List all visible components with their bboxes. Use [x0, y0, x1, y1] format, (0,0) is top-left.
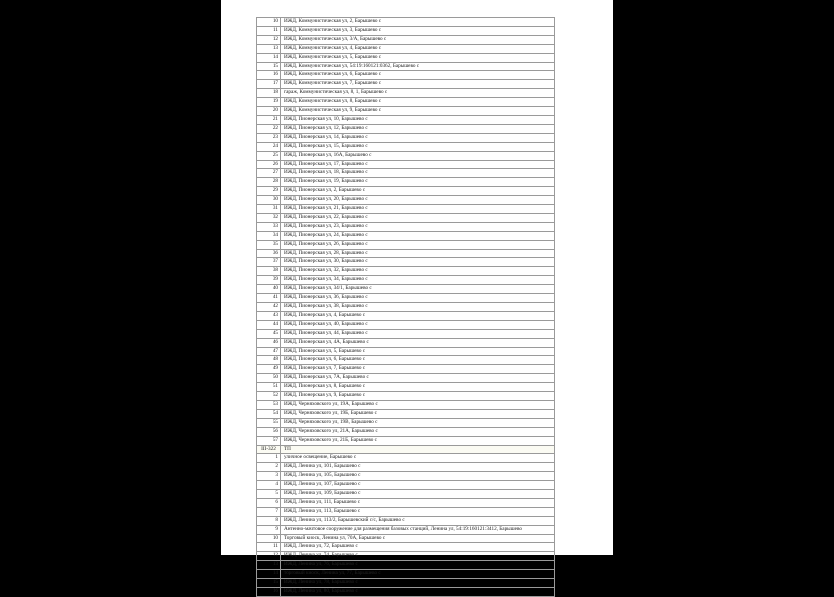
row-description: ИЖД, Пионерская ул, 10, Барышево с — [281, 115, 555, 124]
table-row — [257, 169, 555, 178]
row-description: ИЖД, Пионерская ул, 26, Барышево с — [281, 240, 555, 249]
row-description: ИЖД, Пионерская ул, 20, Барышево с — [281, 196, 555, 205]
table-row — [257, 490, 555, 499]
table-row — [257, 427, 555, 436]
row-number: 23 — [257, 133, 281, 142]
row-number: 9 — [257, 525, 281, 534]
table-row — [257, 303, 555, 312]
table-row — [257, 294, 555, 303]
table-row — [257, 320, 555, 329]
row-description: ИЖД, Пионерская ул, 12, Барышево с — [281, 124, 555, 133]
table-row — [257, 98, 555, 107]
table-row — [257, 481, 555, 490]
document-page — [221, 0, 613, 594]
row-description: ИЖД, Пионерская ул, 38, Барышево с — [281, 303, 555, 312]
row-description: ИЖД, Пионерская ул, 8, Барышево с — [281, 383, 555, 392]
row-description: ИЖД, Пионерская ул, 7, Барышево с — [281, 365, 555, 374]
table-section-row — [257, 445, 555, 454]
row-number: 38 — [257, 267, 281, 276]
table-row — [257, 205, 555, 214]
row-description: ИЖД, Ленина ул, 72, Барышево с — [281, 543, 555, 552]
row-number: 19 — [257, 98, 281, 107]
row-number: 5 — [257, 490, 281, 499]
row-description: ИЖД, Пионерская ул, 18, Барышево с — [281, 169, 555, 178]
row-number: 54 — [257, 409, 281, 418]
table-row — [257, 329, 555, 338]
row-number: 22 — [257, 124, 281, 133]
row-description: ИЖД, Пионерская ул, 15, Барышево с — [281, 142, 555, 151]
row-description: ИЖД, Пионерская ул, 16А, Барышево с — [281, 151, 555, 160]
row-number: 39 — [257, 276, 281, 285]
row-description: ТП — [281, 445, 555, 454]
table-row — [257, 311, 555, 320]
row-number: 8 — [257, 516, 281, 525]
row-number: 14 — [257, 53, 281, 62]
table-row — [257, 222, 555, 231]
table-row — [257, 498, 555, 507]
row-description: ИЖД, Ленина ул, 105, Барышево с — [281, 472, 555, 481]
row-description: ИЖД, Пионерская ул, 44, Барышево с — [281, 329, 555, 338]
row-description: ИЖД, Ленина ул, 78, Барышево с — [281, 579, 555, 588]
row-description: ИЖД, Ленина ул, 107, Барышево с — [281, 481, 555, 490]
row-number: 16 — [257, 588, 281, 597]
row-description: ИЖД, Пионерская ул, 36, Барышево с — [281, 294, 555, 303]
row-number: 1 — [257, 454, 281, 463]
row-description: ИЖД, Пионерская ул, 14, Барышево с — [281, 133, 555, 142]
table-row — [257, 579, 555, 588]
table-row — [257, 463, 555, 472]
table-row — [257, 151, 555, 160]
row-number: 16 — [257, 71, 281, 80]
table-row — [257, 18, 555, 27]
row-description: ИЖД, Пионерская ул, 4, Барышево с — [281, 311, 555, 320]
row-description: ИЖД, Ленина ул, 113, Барышево с — [281, 507, 555, 516]
row-description: ИЖД, Пионерская ул, 7А, Барышево с — [281, 374, 555, 383]
table-row — [257, 71, 555, 80]
table-row — [257, 89, 555, 98]
table-row — [257, 276, 555, 285]
table-row — [257, 418, 555, 427]
row-number: 46 — [257, 338, 281, 347]
row-number: 34 — [257, 231, 281, 240]
row-description: ИЖД, Коммунистическая ул, 54:19:160121:0362, Барышево с — [281, 62, 555, 71]
row-number: 29 — [257, 187, 281, 196]
row-description: ИЖД, Пионерская ул, 23, Барышево с — [281, 222, 555, 231]
row-number: 43 — [257, 311, 281, 320]
table-row — [257, 543, 555, 552]
table-row — [257, 525, 555, 534]
table-row — [257, 436, 555, 445]
row-description: ИЖД, Пионерская ул, 28, Барышево с — [281, 249, 555, 258]
row-description: торговый киоск, Ленина ул, 77, Барышево с — [281, 570, 555, 579]
row-description: ИЖД, Коммунистическая ул, 5, Барышево с — [281, 53, 555, 62]
table-row — [257, 552, 555, 561]
row-description: ИЖД, Пионерская ул, 30, Барышево с — [281, 258, 555, 267]
row-description: ИЖД, Черняховского ул, 19Б, Барышево с — [281, 409, 555, 418]
row-number: 42 — [257, 303, 281, 312]
row-description: ИЖД, Ленина ул, 101, Барышево с — [281, 463, 555, 472]
row-number: 40 — [257, 285, 281, 294]
table-row — [257, 249, 555, 258]
row-number: 57 — [257, 436, 281, 445]
table-row — [257, 258, 555, 267]
row-number: 31 — [257, 205, 281, 214]
address-table — [256, 17, 555, 597]
row-description: ИЖД, Коммунистическая ул, 9, Барышево с — [281, 107, 555, 116]
table-row — [257, 374, 555, 383]
table-row — [257, 178, 555, 187]
row-number: 7 — [257, 507, 281, 516]
row-number: 17 — [257, 80, 281, 89]
row-number: 14 — [257, 570, 281, 579]
table-row — [257, 534, 555, 543]
table-row — [257, 240, 555, 249]
row-description: ИЖД, Пионерская ул, 40, Барышево с — [281, 320, 555, 329]
row-number: 13 — [257, 44, 281, 53]
row-number: 41 — [257, 294, 281, 303]
row-description: ИЖД, Пионерская ул, 21, Барышево с — [281, 205, 555, 214]
row-description: ИЖД, Ленина ул, 80, Барышево с — [281, 588, 555, 597]
table-row — [257, 285, 555, 294]
row-number: 36 — [257, 249, 281, 258]
table-row — [257, 365, 555, 374]
table-row — [257, 400, 555, 409]
row-number: 21 — [257, 115, 281, 124]
row-description: ИЖД, Ленина ул, 113/2, Барышевский с/с, Барышево с — [281, 516, 555, 525]
row-number: 48 — [257, 356, 281, 365]
row-description: ИЖД, Коммунистическая ул, 8, Барышево с — [281, 98, 555, 107]
table-row — [257, 107, 555, 116]
row-number: 45 — [257, 329, 281, 338]
row-description: ИЖД, Коммунистическая ул, 3, Барышево с — [281, 26, 555, 35]
row-description: ИЖД, Черняховского ул, 19В, Барышево с — [281, 418, 555, 427]
table-row — [257, 392, 555, 401]
row-description: гараж, Коммунистическая ул, 8, 1, Барышево с — [281, 89, 555, 98]
row-number: 33 — [257, 222, 281, 231]
table-row — [257, 133, 555, 142]
table-row — [257, 267, 555, 276]
row-description: ИЖД, Ленина ул, 109, Барышево с — [281, 490, 555, 499]
table-row — [257, 115, 555, 124]
row-number: 50 — [257, 374, 281, 383]
row-description: ИЖД, Коммунистическая ул, 7, Барышево с — [281, 80, 555, 89]
table-row — [257, 516, 555, 525]
row-description: ИЖД, Пионерская ул, 5, Барышево с — [281, 347, 555, 356]
row-number: 12 — [257, 552, 281, 561]
row-number: 56 — [257, 427, 281, 436]
row-description: ИЖД, Пионерская ул, 19, Барышево с — [281, 178, 555, 187]
row-description: ИЖД, Черняховского ул, 19А, Барышево с — [281, 400, 555, 409]
table-row — [257, 347, 555, 356]
row-description: ИЖД, Коммунистическая ул, 2, Барышево с — [281, 18, 555, 27]
row-description: уличное освещение, Барышево с — [281, 454, 555, 463]
row-description: ИЖД, Пионерская ул, 17, Барышево с — [281, 160, 555, 169]
row-number: 2 — [257, 463, 281, 472]
row-description: Антенно-мачтовое сооружение для размещения базовых станций, Ленина ул, 54:19:160121:3412, Барышево — [281, 525, 555, 534]
row-description: Торговый киоск, Ленина ул, 70А, Барышево с — [281, 534, 555, 543]
row-description: ИЖД, Черняховского ул, 21Б, Барышево с — [281, 436, 555, 445]
table-row — [257, 44, 555, 53]
row-number: 35 — [257, 240, 281, 249]
row-number: 44 — [257, 320, 281, 329]
table-row — [257, 124, 555, 133]
row-description: ИЖД, Ленина ул, 111, Барышево с — [281, 498, 555, 507]
row-description: ИЖД, Пионерская ул, 32, Барышево с — [281, 267, 555, 276]
table-row — [257, 53, 555, 62]
address-table-body — [257, 18, 555, 597]
table-row — [257, 160, 555, 169]
row-number: 10 — [257, 18, 281, 27]
row-description: ИЖД, Коммунистическая ул, 4, Барышево с — [281, 44, 555, 53]
row-description: ИЖД, Пионерская ул, 2, Барышево с — [281, 187, 555, 196]
row-number: 15 — [257, 62, 281, 71]
table-row — [257, 35, 555, 44]
row-number: 26 — [257, 160, 281, 169]
row-description: ИЖД, Пионерская ул, 34/1, Барышево с — [281, 285, 555, 294]
row-number: 11 — [257, 26, 281, 35]
row-number: 4 — [257, 481, 281, 490]
row-number: III-322 — [257, 445, 281, 454]
row-number: 6 — [257, 498, 281, 507]
row-number: 32 — [257, 213, 281, 222]
table-row — [257, 570, 555, 579]
row-number: 53 — [257, 400, 281, 409]
row-number: 11 — [257, 543, 281, 552]
table-row — [257, 507, 555, 516]
table-row — [257, 454, 555, 463]
table-row — [257, 409, 555, 418]
row-number: 30 — [257, 196, 281, 205]
row-description: ИЖД, Пионерская ул, 22, Барышево с — [281, 213, 555, 222]
row-number: 52 — [257, 392, 281, 401]
row-number: 47 — [257, 347, 281, 356]
table-row — [257, 80, 555, 89]
row-number: 3 — [257, 472, 281, 481]
row-description: ИЖД, Коммунистическая ул, 6, Барышево с — [281, 71, 555, 80]
row-number: 13 — [257, 561, 281, 570]
row-number: 28 — [257, 178, 281, 187]
row-number: 24 — [257, 142, 281, 151]
table-row — [257, 142, 555, 151]
row-number: 10 — [257, 534, 281, 543]
table-row — [257, 213, 555, 222]
table-row — [257, 187, 555, 196]
row-number: 27 — [257, 169, 281, 178]
row-number: 18 — [257, 89, 281, 98]
row-description: ИЖД, Пионерская ул, 4А, Барышево с — [281, 338, 555, 347]
row-number: 37 — [257, 258, 281, 267]
row-description: ИЖД, Черняховского ул, 21А, Барышево с — [281, 427, 555, 436]
row-description: ИЖД, Пионерская ул, 9, Барышево с — [281, 392, 555, 401]
row-number: 25 — [257, 151, 281, 160]
table-row — [257, 231, 555, 240]
table-row — [257, 561, 555, 570]
table-row — [257, 26, 555, 35]
table-row — [257, 62, 555, 71]
row-number: 51 — [257, 383, 281, 392]
table-row — [257, 338, 555, 347]
row-description: ИЖД, Ленина ул, 74, Барышево с — [281, 552, 555, 561]
row-description: ИЖД, Пионерская ул, 24, Барышево с — [281, 231, 555, 240]
row-number: 20 — [257, 107, 281, 116]
row-number: 55 — [257, 418, 281, 427]
row-description: ИЖД, Пионерская ул, 6, Барышево с — [281, 356, 555, 365]
table-row — [257, 383, 555, 392]
row-description: ИЖД, Коммунистическая ул, 3/А, Барышево с — [281, 35, 555, 44]
row-description: ИЖД, Пионерская ул, 34, Барышево с — [281, 276, 555, 285]
row-number: 15 — [257, 579, 281, 588]
table-row — [257, 588, 555, 597]
table-row — [257, 472, 555, 481]
row-description: ИЖД, Ленина ул, 76, Барышево с — [281, 561, 555, 570]
row-number: 49 — [257, 365, 281, 374]
table-row — [257, 356, 555, 365]
row-number: 12 — [257, 35, 281, 44]
table-row — [257, 196, 555, 205]
